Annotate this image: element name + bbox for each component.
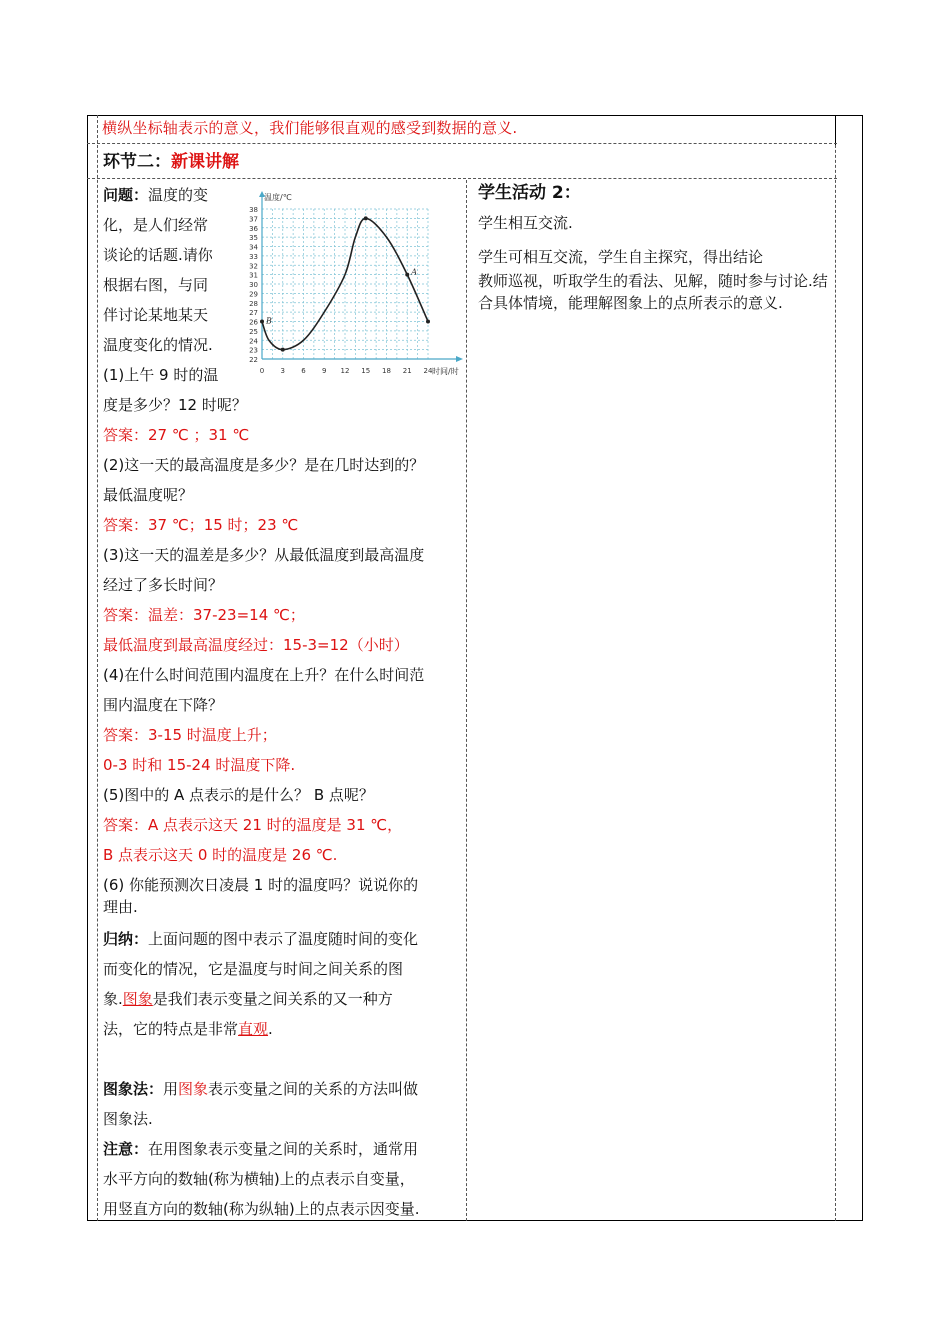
activity-text: 学生相互交流. — [478, 214, 573, 232]
summary-text: 而变化的情况，它是温度与时间之间关系的图 — [103, 960, 404, 978]
q1-answer: 答案：27 ℃ ；31 ℃ — [103, 426, 250, 444]
q3-line2: 经过了多长时间？ — [103, 576, 224, 594]
left-column — [103, 180, 459, 1224]
question-line: 伴讨论某地某天 — [103, 306, 209, 324]
summary-text: . — [268, 1020, 273, 1038]
q5-answer: 答案：A 点表示这天 21 时的温度是 31 ℃， — [103, 816, 403, 834]
question-label: 问题： — [103, 186, 149, 204]
y-tick-label: 30 — [249, 281, 258, 289]
divider — [835, 115, 836, 145]
summary-label: 归纳： — [103, 930, 149, 948]
summary-text: 是我们表示变量之间关系的又一种方 — [152, 990, 393, 1008]
question-line: 化，是人们经常 — [103, 216, 209, 234]
y-tick-label: 33 — [249, 252, 258, 261]
x-tick-label: 6 — [301, 367, 306, 375]
y-tick-label: 24 — [249, 337, 258, 346]
x-tick-label: 12 — [340, 367, 350, 375]
y-tick-label: 25 — [249, 327, 258, 336]
q4-answer: 答案：3-15 时温度上升； — [103, 726, 277, 744]
y-tick-label: 31 — [249, 271, 258, 280]
x-tick-label: 3 — [280, 367, 285, 375]
q4-line2: 围内温度在下降？ — [103, 696, 224, 714]
x-tick-label: 0 — [259, 367, 265, 375]
x-tick-label: 9 — [322, 367, 327, 375]
term-graph: 图象 — [122, 990, 153, 1008]
q1-line1: (1)上午 9 时的温 — [103, 366, 219, 384]
method-term: 图象 — [178, 1080, 209, 1098]
y-tick-label: 23 — [249, 346, 258, 355]
note-text: 在用图象表示变量之间的关系时，通常用 — [148, 1140, 419, 1158]
divider — [87, 178, 837, 179]
x-tick-label: 21 — [402, 367, 412, 375]
y-tick-label: 35 — [249, 234, 258, 243]
point-label: B — [266, 316, 272, 326]
divider — [87, 143, 837, 144]
method-label: 图象法： — [103, 1080, 164, 1098]
method-text: 表示变量之间的关系的方法叫做 — [208, 1080, 419, 1098]
x-axis-label: 时间/时 — [432, 367, 459, 376]
divider — [835, 115, 836, 1221]
divider — [97, 115, 98, 1221]
q5-answer: B 点表示这天 0 时的温度是 26 ℃. — [103, 846, 338, 864]
note-text: 水平方向的数轴(称为横轴)上的点表示自变量， — [103, 1170, 415, 1188]
activity-title: 学生活动 2： — [478, 183, 581, 203]
x-tick-label: 18 — [382, 367, 391, 375]
q4-answer: 0-3 时和 15-24 时温度下降. — [103, 756, 296, 774]
q2-answer: 答案：37 ℃；15 时；23 ℃ — [103, 516, 299, 534]
note-label: 注意： — [103, 1140, 149, 1158]
section-prefix: 环节二： — [103, 152, 171, 172]
x-tick-label: 15 — [361, 367, 371, 375]
top-line: 横纵坐标轴表示的意义，我们能够很直观的感受到数据的意义. — [102, 119, 518, 137]
x-tick-label: 24 — [423, 367, 433, 375]
q2-line2: 最低温度呢？ — [103, 486, 194, 504]
note-text: 用竖直方向的数轴(称为纵轴)上的点表示因变量. — [103, 1200, 420, 1218]
y-tick-label: 32 — [249, 262, 258, 271]
method-text: 用 — [163, 1080, 179, 1098]
method-text: 图象法. — [103, 1110, 153, 1128]
y-tick-label: 26 — [249, 318, 258, 327]
q1-line2: 度是多少？12 时呢？ — [103, 396, 247, 414]
summary-text: 法，它的特点是非常 — [103, 1020, 239, 1038]
y-tick-label: 38 — [249, 206, 258, 214]
activity-text: 学生可相互交流，学生自主探究，得出结论 — [478, 248, 764, 266]
q4-line1: (4)在什么时间范围内温度在上升？在什么时间范 — [103, 666, 425, 684]
q6-line2: 理由. — [103, 898, 138, 916]
question-line: 根据右图，与同 — [103, 276, 209, 294]
q5-line1: (5)图中的 A 点表示的是什么？ B 点呢？ — [103, 786, 374, 804]
q3-answer: 答案：温差：37-23=14 ℃； — [103, 606, 305, 624]
activity-text: 教师巡视，听取学生的看法、见解，随时参与讨论.结合具体情境，能理解图象上的点所表示的意义. — [478, 272, 828, 312]
question-line: 温度的变 — [148, 186, 209, 204]
y-tick-label: 36 — [249, 224, 258, 233]
y-tick-label: 27 — [249, 309, 258, 318]
section-title: 新课讲解 — [171, 152, 239, 172]
y-tick-label: 29 — [249, 290, 258, 299]
section-heading — [103, 147, 239, 172]
question-line: 温度变化的情况. — [103, 336, 213, 354]
question-line: 谈论的话题.请你 — [103, 246, 213, 264]
y-tick-label: 22 — [249, 356, 258, 364]
term-intuitive: 直观 — [238, 1020, 269, 1038]
y-tick-label: 34 — [249, 243, 258, 252]
q3-answer: 最低温度到最高温度经过：15-3=12（小时） — [103, 636, 409, 654]
y-tick-label: 28 — [249, 299, 258, 308]
summary-text: 上面问题的图中表示了温度随时间的变化 — [148, 930, 419, 948]
point-label: A — [411, 267, 418, 277]
q6-line1: (6) 你能预测次日凌晨 1 时的温度吗？说说你的 — [103, 876, 419, 894]
q3-line1: (3)这一天的温差是多少？从最低温度到最高温度 — [103, 546, 425, 564]
y-axis-label: 温度/℃ — [264, 193, 292, 202]
right-column — [478, 180, 828, 326]
y-tick-label: 37 — [249, 215, 258, 224]
q2-line1: (2)这一天的最高温度是多少？是在几时达到的？ — [103, 456, 425, 474]
summary-text: 象. — [103, 990, 123, 1008]
